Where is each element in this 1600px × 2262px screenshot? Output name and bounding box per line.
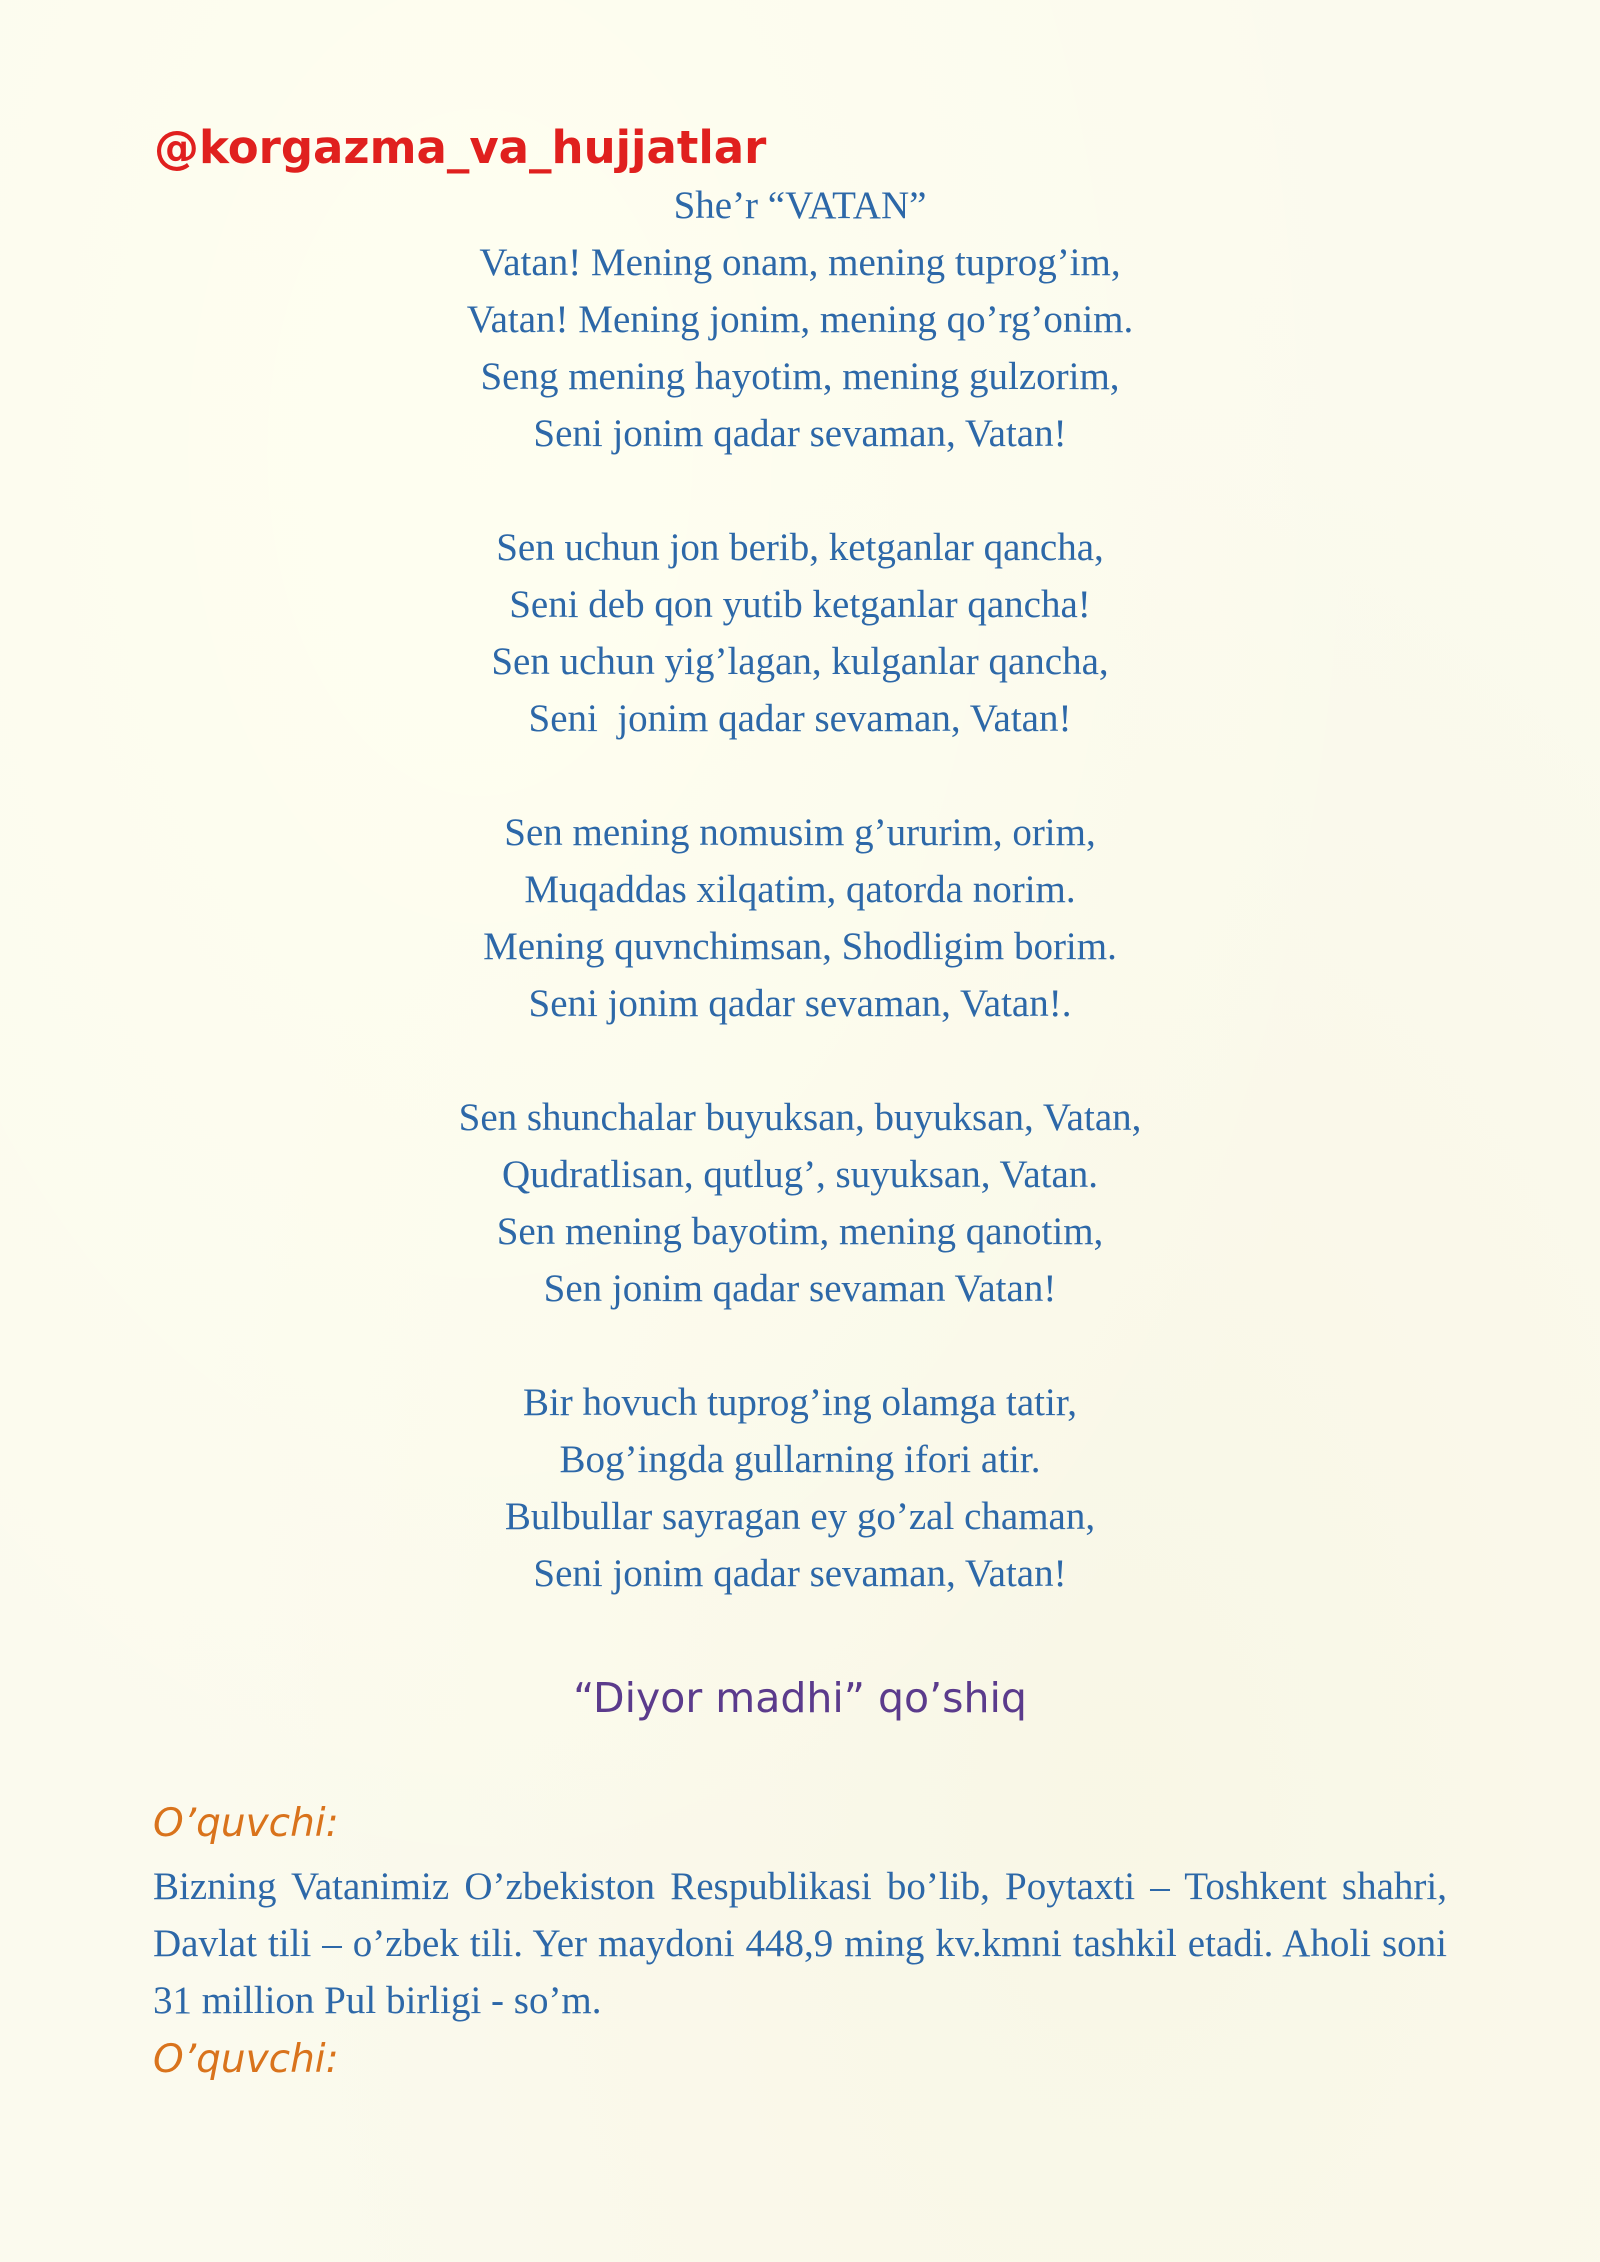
poem-title: She’r “VATAN” [673,184,927,227]
poem-line: Seng mening hayotim, mening gulzorim, [480,355,1120,398]
poem-line: Sen uchun yig’lagan, kulganlar qancha, [491,640,1109,683]
poem-line: Qudratlisan, qutlug’, suyuksan, Vatan. [501,1153,1099,1196]
poem-stanza-3 [0,804,1600,1032]
poem-line: Seni jonim qadar sevaman, Vatan! [528,697,1072,740]
poem-line: Sen shunchalar buyuksan, buyuksan, Vatan, [458,1096,1142,1139]
poem-line: Sen uchun jon berib, ketganlar qancha, [496,526,1104,569]
poem-line: Vatan! Mening onam, mening tuprog’im, [479,241,1121,284]
poem-line: Bog’ingda gullarning ifori atir. [559,1438,1041,1481]
poem-line: Seni jonim qadar sevaman, Vatan! [533,412,1067,455]
poem-line: Sen mening nomusim g’ururim, orim, [504,811,1096,854]
speaker-label-2: O’quvchi: [153,2037,339,2082]
speaker-label-1: O’quvchi: [153,1801,339,1846]
poem-line: Seni jonim qadar sevaman, Vatan!. [528,982,1072,1025]
poem-stanza-5 [0,1374,1600,1602]
poem-line: Bir hovuch tuprog’ing olamga tatir, [522,1381,1078,1424]
song-title: “Diyor madhi” qo’shiq [573,1674,1027,1722]
poem-line: Mening quvnchimsan, Shodligim borim. [483,925,1117,968]
poem-line: Muqaddas xilqatim, qatorda norim. [524,868,1076,911]
channel-handle: @korgazma_va_hujjatlar [154,121,767,174]
poem-stanza-2 [0,519,1600,747]
student-paragraph: Bizning Vatanimiz O’zbekiston Respublikasi bo’lib, Poytaxti – Toshkent shahri, Davlat tili – o’zbek tili. Yer maydoni 448,9 ming kv.kmni tashkil etadi. Aholi soni 31 million Pul birligi - so’m. [153,1865,1447,2022]
poem-line: Sen jonim qadar sevaman Vatan! [543,1267,1057,1310]
poem-line: Seni jonim qadar sevaman, Vatan! [533,1552,1067,1595]
poem-line: Sen mening bayotim, mening qanotim, [496,1210,1104,1253]
poem-line: Vatan! Mening jonim, mening qo’rg’onim. [466,298,1134,341]
poem-line: Seni deb qon yutib ketganlar qancha! [509,583,1091,626]
poem-stanza-1 [0,234,1600,462]
poem-stanza-4 [0,1089,1600,1317]
poem [0,177,1600,1659]
poem-line: Bulbullar sayragan ey go’zal chaman, [504,1495,1096,1538]
